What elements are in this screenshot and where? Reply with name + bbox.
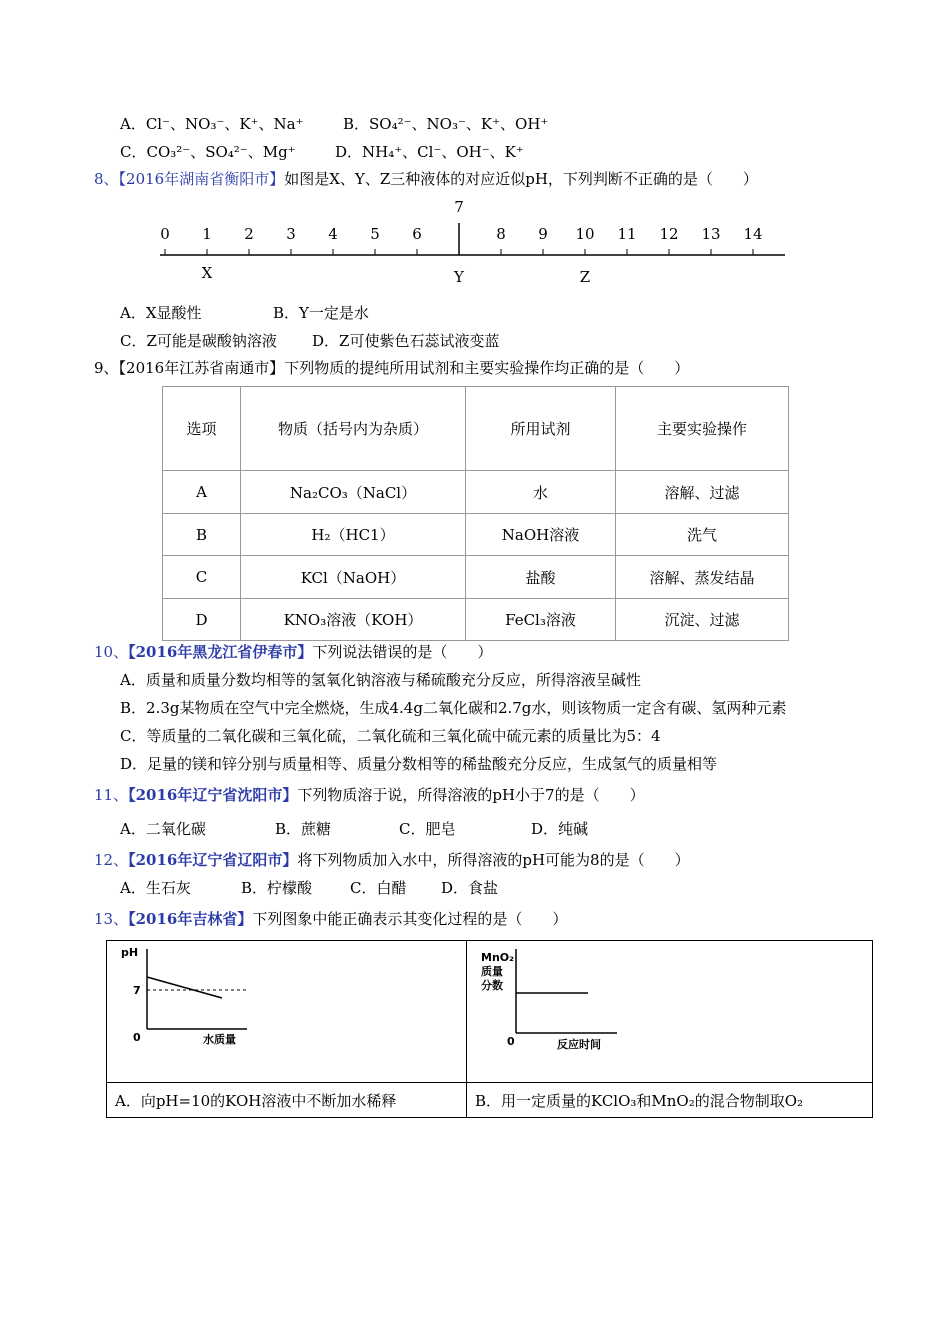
q8-stem [94,169,758,189]
table-row [163,514,789,556]
q12-stem [94,850,690,870]
q13-text: 下列图象中能正确表示其变化过程的是（ ） [252,910,568,928]
q12-number: 12、 [94,851,129,869]
ph-label-y: Y [454,268,464,286]
q9-cell-substance: H₂（HC1） [241,514,466,556]
q8-option-b: B．Y一定是水 [273,304,369,322]
q8-text: 如图是X、Y、Z三种液体的对应近似pH，下列判断不正确的是（ ） [284,170,758,188]
q9-cell-reagent: NaOH溶液 [466,514,616,556]
q10-option-a: A．质量和质量分数均相等的氢氧化钠溶液与稀硫酸充分反应，所得溶液呈碱性 [120,671,641,689]
q7-option-d: D．NH₄⁺、Cl⁻、OH⁻、K⁺ [335,143,524,161]
q11-option-d: D．纯碱 [531,820,589,838]
ph-scale [160,198,785,286]
q9-text: 下列物质的提纯所用试剂和主要实验操作均正确的是（ ） [284,359,690,377]
q10-stem [94,642,492,662]
ph-tick-label: 10 [575,225,595,243]
ph-label-x: X [201,264,213,282]
ph-tick-label: 4 [328,225,338,243]
q12-option-a: A．生石灰 [120,879,191,897]
q9-cell-option: D [163,599,241,641]
ph-tick-label: 2 [244,225,254,243]
q8-source: 【2016年湖南省衡阳市】 [118,170,285,188]
q10-option-b: B．2.3g某物质在空气中完全燃烧，生成4.4g二氧化碳和2.7g水，则该物质一定含有碳、氢两种元素 [120,699,787,717]
q11-option-a: A．二氧化碳 [120,820,206,838]
q12-source: 【2016年辽宁省辽阳市】 [128,851,298,869]
q9-cell-operation: 溶解、蒸发结晶 [616,556,789,599]
q9-cell-operation: 沉淀、过滤 [616,599,789,641]
q9-cell-operation: 溶解、过滤 [616,471,789,514]
q9-cell-option: C [163,556,241,599]
q7-option-a: A．Cl⁻、NO₃⁻、K⁺、Na⁺ [120,115,304,133]
q12-text: 将下列物质加入水中，所得溶液的pH可能为8的是（ ） [297,851,690,869]
ph-tick-label: 8 [496,225,506,243]
q9-cell-substance: KCl（NaOH） [241,556,466,599]
q13-graph-a-cell [107,941,467,1083]
q13-caption-a: A．向pH=10的KOH溶液中不断加水稀释 [107,1083,467,1118]
q10-text: 下列说法错误的是（ ） [312,643,493,661]
q12-option-b: B．柠檬酸 [241,879,313,897]
q9-stem [94,358,689,378]
q9-cell-operation: 洗气 [616,514,789,556]
ph-tick-label: 6 [412,225,422,243]
q11-option-c: C．肥皂 [399,820,456,838]
graph-b-ylabel-1: MnO₂ [481,951,514,964]
q9-header-row [163,387,789,471]
q13-number: 13、 [94,910,129,928]
q8-number: 8、 [94,170,119,188]
q9-cell-reagent: 水 [466,471,616,514]
table-row [163,599,789,641]
graph-a-mark: 7 [133,984,141,997]
q11-number: 11、 [94,786,129,804]
q9-cell-substance: Na₂CO₃（NaCl） [241,471,466,514]
table-row [163,556,789,599]
ph-tick-label: 0 [160,225,170,243]
q11-text: 下列物质溶于说，所得溶液的pH小于7的是（ ） [297,786,645,804]
q9-cell-reagent: FeCl₃溶液 [466,599,616,641]
q9-header-cell: 所用试剂 [466,387,616,471]
ph-tick-label: 3 [286,225,296,243]
graph-b-ylabel-3: 分数 [481,979,503,992]
q9-cell-option: B [163,514,241,556]
q9-header-cell: 主要实验操作 [616,387,789,471]
graph-b-origin: 0 [507,1035,515,1048]
q8-option-c: C．Z可能是碳酸钠溶液 [120,332,277,350]
q12-option-d: D．食盐 [441,879,499,897]
q9-table [162,386,789,641]
graph-b-xlabel: 反应时间 [557,1038,601,1051]
graph-a-ylabel: pH [121,946,139,959]
q12-option-c: C．白醋 [350,879,407,897]
q9-header-cell: 选项 [163,387,241,471]
q11-stem [94,785,645,805]
graph-a [107,941,466,1078]
q8-option-d: D．Z可使紫色石蕊试液变蓝 [312,332,500,350]
q11-source: 【2016年辽宁省沈阳市】 [128,786,298,804]
q10-option-d: D．足量的镁和锌分别与质量相等、质量分数相等的稀盐酸充分反应，生成氢气的质量相等 [120,755,718,773]
q10-source: 【2016年黑龙江省伊春市】 [128,643,313,661]
ph-tick-label: 7 [454,198,464,216]
q9-cell-substance: KNO₃溶液（KOH） [241,599,466,641]
q8-option-a: A．X显酸性 [120,304,202,322]
q13-graph-b-cell [467,941,873,1083]
ph-tick-label: 14 [743,225,763,243]
q9-number: 9、 [94,359,119,377]
q10-option-c: C．等质量的二氧化碳和三氧化硫，二氧化硫和三氧化硫中硫元素的质量比为5：4 [120,727,661,745]
q10-number: 10、 [94,643,129,661]
q9-header-cell: 物质（括号内为杂质） [241,387,466,471]
ph-tick-label: 5 [370,225,380,243]
graph-a-xlabel: 水质量 [203,1033,236,1046]
q11-option-b: B．蔗糖 [275,820,332,838]
graph-a-ph-line [147,977,222,998]
q13-caption-row [107,1083,873,1118]
q13-caption-b: B．用一定质量的KClO₃和MnO₂的混合物制取O₂ [467,1083,873,1118]
q9-cell-reagent: 盐酸 [466,556,616,599]
ph-scale-figure [150,195,800,290]
ph-tick-label: 9 [538,225,548,243]
q9-source: 【2016年江苏省南通市】 [118,359,285,377]
ph-tick-label: 1 [202,225,212,243]
ph-label-z: Z [579,268,591,286]
ph-tick-label: 13 [701,225,721,243]
q9-cell-option: A [163,471,241,514]
ph-tick-label: 12 [659,225,679,243]
graph-a-origin: 0 [133,1031,141,1044]
graph-b [467,941,872,1078]
q13-stem [94,909,567,929]
ph-tick-label: 11 [617,225,637,243]
q7-option-b: B．SO₄²⁻、NO₃⁻、K⁺、OH⁺ [343,115,549,133]
q7-option-c: C．CO₃²⁻、SO₄²⁻、Mg⁺ [120,143,296,161]
q13-graph-row [107,941,873,1083]
q13-source: 【2016年吉林省】 [128,910,253,928]
q13-table [106,940,873,1118]
table-row [163,471,789,514]
graph-b-ylabel-2: 质量 [481,965,503,978]
